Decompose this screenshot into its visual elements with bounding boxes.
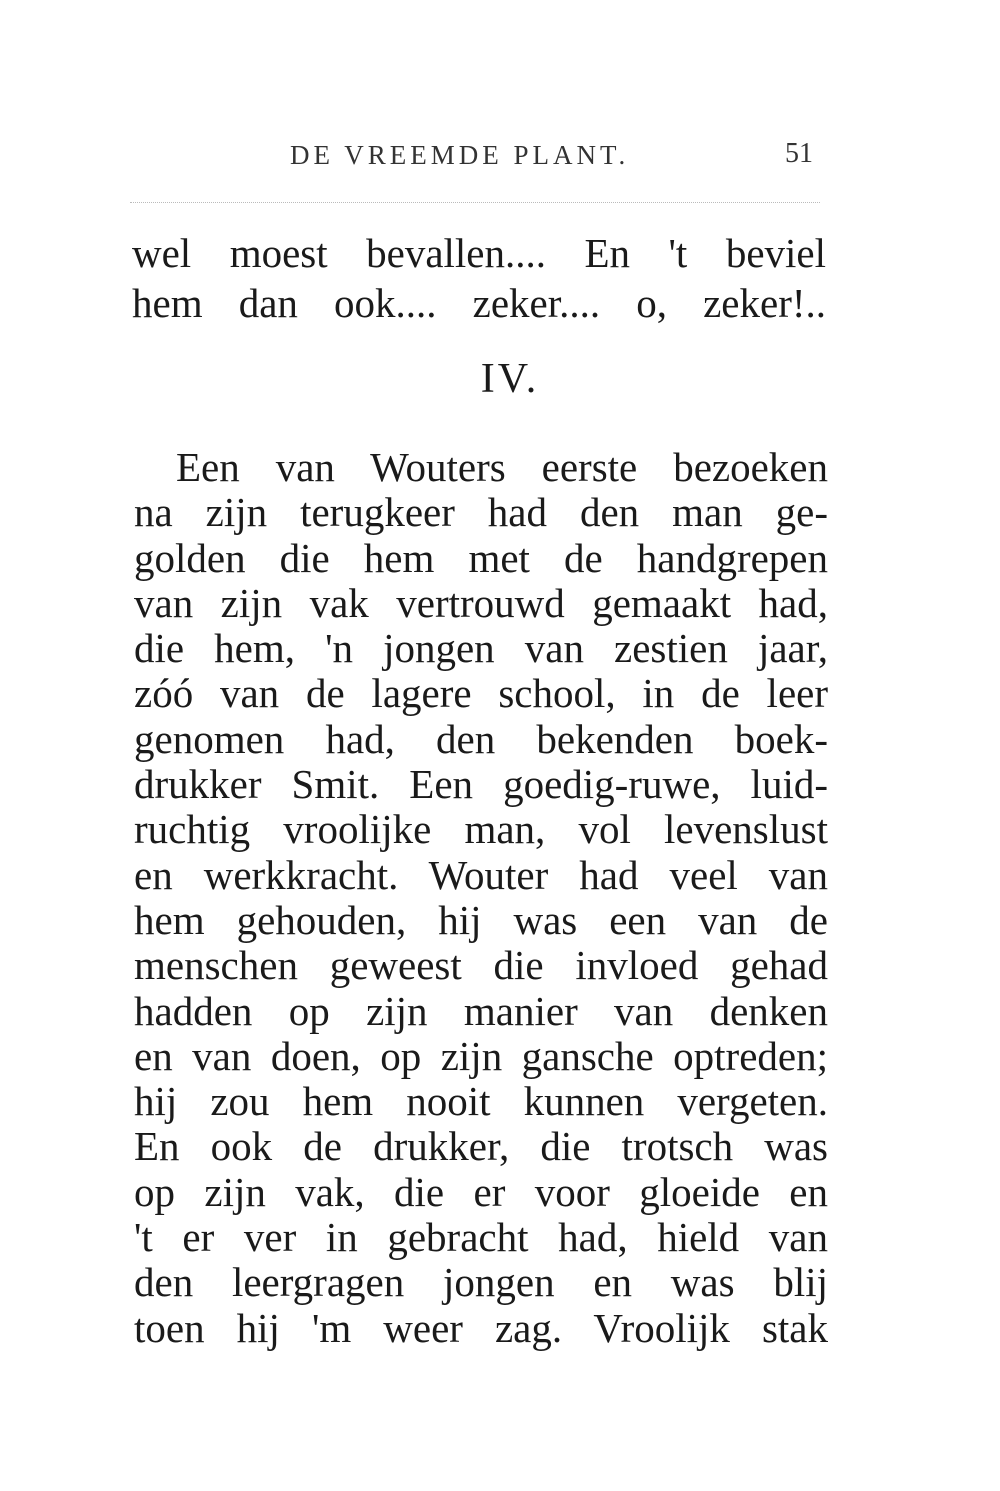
text-line: na zijn terugkeer had den man ge- bbox=[134, 489, 828, 536]
text-line: en werkkracht. Wouter had veel van bbox=[134, 851, 828, 898]
text-line: zóó van de lagere school, in de leer bbox=[134, 670, 828, 717]
chapter-body bbox=[134, 445, 828, 1351]
text-line: En ook de drukker, die trotsch was bbox=[134, 1123, 828, 1170]
header-rule bbox=[130, 202, 820, 203]
text-line: 't er ver in gebracht had, hield van bbox=[134, 1214, 828, 1261]
text-line: hem gehouden, hij was een van de bbox=[134, 896, 828, 943]
text-line: golden die hem met de handgrepen bbox=[134, 534, 828, 581]
text-line: genomen had, den bekenden boek- bbox=[134, 715, 828, 762]
opening-paragraph bbox=[132, 228, 826, 328]
text-line: drukker Smit. Een goedig-ruwe, luid- bbox=[134, 761, 828, 808]
text-line: en van doen, op zijn gansche optreden; bbox=[134, 1032, 828, 1079]
text-line: van zijn vak vertrouwd gemaakt had, bbox=[134, 579, 828, 626]
text-line: die hem, 'n jongen van zestien jaar, bbox=[134, 625, 828, 672]
chapter-heading: IV. bbox=[480, 356, 540, 402]
text-line: hem dan ook.... zeker.... o, zeker!.. bbox=[132, 280, 826, 326]
running-title: DE VREEMDE PLANT. bbox=[290, 140, 630, 170]
text-line: menschen geweest die invloed gehad bbox=[134, 942, 828, 989]
text-line: Een van Wouters eerste bezoeken bbox=[176, 444, 828, 490]
text-line: hij zou hem nooit kunnen vergeten. bbox=[134, 1078, 828, 1125]
text-line: ruchtig vroolijke man, vol levenslust bbox=[134, 806, 828, 853]
text-line: den leergragen jongen en was blij bbox=[134, 1259, 828, 1306]
text-line: op zijn vak, die er voor gloeide en bbox=[134, 1168, 828, 1215]
text-line: hadden op zijn manier van denken bbox=[134, 987, 828, 1034]
text-line: toen hij 'm weer zag. Vroolijk stak bbox=[134, 1304, 828, 1351]
page-number: 51 bbox=[785, 138, 813, 169]
text-line: wel moest bevallen.... En 't beviel bbox=[132, 230, 826, 276]
